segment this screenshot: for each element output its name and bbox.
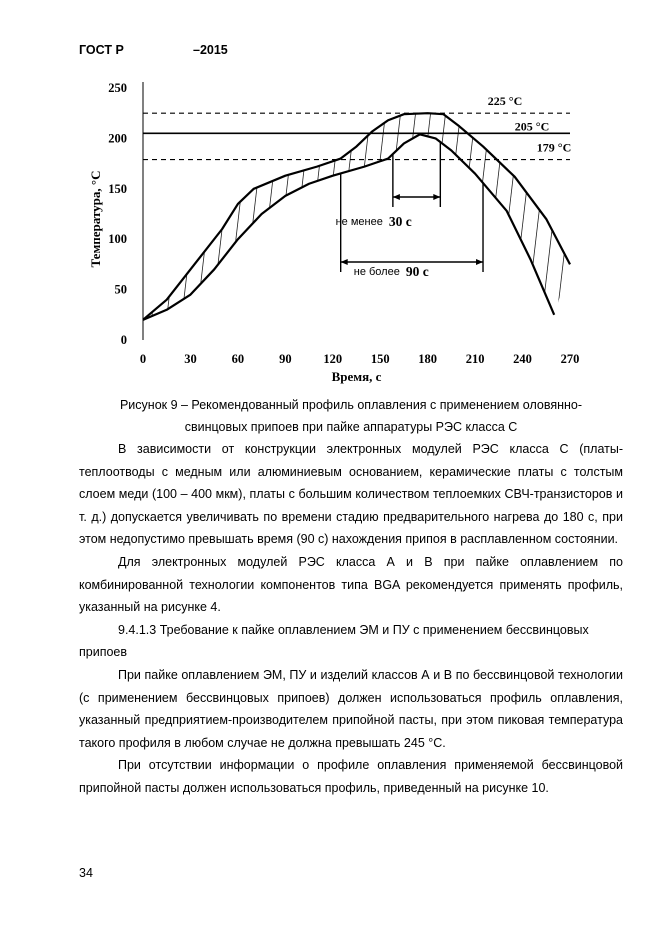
figure-caption — [79, 394, 623, 438]
hatch-line — [133, 75, 167, 350]
hatch-line — [223, 75, 257, 350]
hatch-line — [493, 75, 527, 350]
hatch-line — [283, 75, 317, 350]
hatch-line — [448, 75, 482, 350]
hatch-line — [388, 75, 422, 350]
hatch-line — [508, 75, 542, 350]
hatch-line — [583, 75, 600, 350]
hatch-line — [328, 75, 362, 350]
y-axis-label: Температура, °С — [88, 170, 103, 268]
hatch-line — [373, 75, 407, 350]
paragraph-3: При пайке оплавлением ЭМ, ПУ и изделий классов А и В по бессвинцовой технологии (с применением бессвинцовых припоев) должен использоваться профиль оплавления, указанный предприятием-производителем припойной пасты, при этом пиковая температура такого профиля в любом случае не должна превышать 245 °С. — [79, 667, 623, 750]
hatch-line — [553, 75, 587, 350]
y-tick-label-150: 150 — [108, 181, 127, 196]
hatch-line — [538, 75, 572, 350]
reflow-profile-chart — [70, 75, 600, 387]
y-tick-label-250: 250 — [108, 81, 127, 95]
standard-year: –2015 — [193, 43, 228, 57]
x-tick-label-180: 180 — [418, 352, 438, 366]
body-text — [79, 438, 623, 800]
annotation-arrow-left — [393, 194, 400, 200]
hatch-line — [403, 75, 437, 350]
standard-code: ГОСТ Р — [79, 43, 124, 57]
hatch-line — [103, 75, 137, 350]
hatch-line — [178, 75, 212, 350]
annotation-text: не более — [353, 266, 400, 278]
section-heading: 9.4.1.3 Требование к пайке оплавлением ЭМ и ПУ с применением бессвинцовых припоев — [79, 622, 589, 660]
hatch-line — [313, 75, 347, 350]
annotation-arrow-right — [476, 259, 483, 265]
reference-label-205: 205 °С — [514, 119, 550, 134]
hatch-line — [268, 75, 302, 350]
hatch-line — [208, 75, 242, 350]
x-tick-label-0: 0 — [139, 352, 147, 366]
y-tick-label-50: 50 — [114, 282, 127, 297]
caption-line-1: Рисунок 9 – Рекомендованный профиль оплавления с применением оловянно- — [119, 398, 583, 412]
x-axis-label: Время, с — [331, 369, 382, 384]
y-tick-label-0: 0 — [120, 333, 127, 347]
paragraph-4: При отсутствии информации о профиле оплавления применяемой бессвинцовой припойной пасты должен использоваться профиль, приведенный на рисунке 10. — [79, 758, 623, 795]
document-header — [79, 43, 228, 57]
x-tick-label-90: 90 — [279, 352, 292, 366]
x-tick-label-210: 210 — [465, 352, 485, 366]
annotation-arrow-right — [433, 194, 440, 200]
paragraph-1: В зависимости от конструкции электронных модулей РЭС класса С (платы-теплоотводы с медным или алюминиевым основанием, керамические платы с толстым слоем меди (100 – 400 мкм), платы с большим количеством теплоемких СВЧ-транзисторов и т. д.) допускается увеличивать по времени стадию предварительного нагрева до 180 с, при этом недопустимо превышать время (90 с) нахождения припоя в расплавленном состоянии. — [79, 442, 623, 547]
hatch-line — [148, 75, 182, 350]
x-tick-label-30: 30 — [184, 352, 197, 366]
reference-label-179: 179 °С — [536, 140, 572, 155]
annotation-arrow-left — [341, 259, 348, 265]
x-tick-label-240: 240 — [513, 352, 532, 366]
x-tick-label-120: 120 — [323, 352, 343, 366]
hatch-line — [118, 75, 152, 350]
annotation-value: 30 с — [388, 214, 412, 229]
hatch-line — [568, 75, 600, 350]
hatch-line — [463, 75, 497, 350]
hatch-line — [598, 75, 600, 350]
caption-line-2: свинцовых припоев при пайке аппаратуры РЭС класса С — [184, 420, 518, 434]
x-tick-label-150: 150 — [370, 352, 390, 366]
hatch-line — [358, 75, 392, 350]
hatch-line — [433, 75, 467, 350]
x-tick-label-60: 60 — [231, 352, 245, 366]
x-tick-label-270: 270 — [560, 352, 580, 366]
y-tick-label-200: 200 — [108, 131, 127, 146]
hatch-line — [298, 75, 332, 350]
annotation-text: не менее — [335, 216, 383, 228]
hatch-band — [70, 75, 600, 350]
hatch-line — [193, 75, 227, 350]
hatch-line — [238, 75, 272, 350]
y-tick-label-100: 100 — [108, 232, 127, 247]
hatch-line — [343, 75, 377, 350]
hatch-line — [253, 75, 287, 350]
hatch-line — [70, 75, 77, 350]
annotation-value: 90 с — [405, 264, 429, 279]
paragraph-2: Для электронных модулей РЭС класса А и В при пайке оплавлением по комбинированной технологии компонентов типа BGA рекомендуется применять профиль, указанный на рисунке 4. — [79, 554, 623, 615]
reference-label-225: 225 °С — [487, 94, 523, 109]
page-number: 34 — [79, 866, 93, 880]
